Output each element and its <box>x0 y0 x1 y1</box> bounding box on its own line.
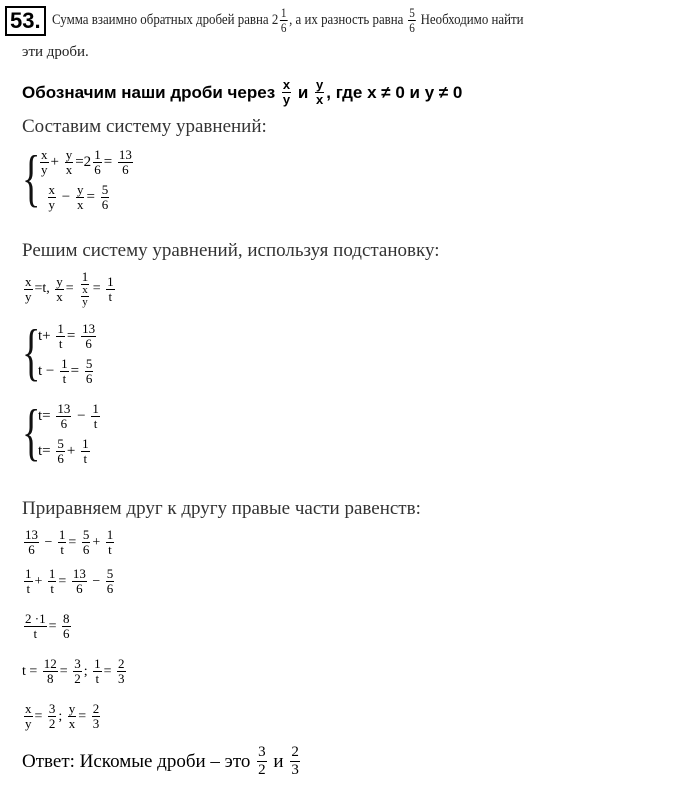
denominator <box>281 21 287 35</box>
brace-icon: { <box>22 396 41 467</box>
numerator <box>93 148 102 163</box>
numerator <box>40 148 49 163</box>
system <box>22 316 98 387</box>
denominator <box>96 672 100 686</box>
fraction-part: 1 <box>61 356 68 371</box>
denominator <box>94 163 101 177</box>
text: = <box>70 363 83 379</box>
numerator <box>257 744 267 762</box>
fraction-part: 13 <box>118 147 132 162</box>
equation <box>22 270 117 308</box>
fraction-part: x <box>25 701 32 716</box>
system-rows <box>38 322 98 386</box>
denominator <box>41 163 48 177</box>
fraction <box>106 528 115 557</box>
fraction <box>24 275 33 304</box>
numerator <box>101 183 110 198</box>
numerator <box>118 148 133 163</box>
numerator <box>24 528 39 543</box>
fraction <box>79 270 91 308</box>
fraction-part: 1 <box>106 527 114 542</box>
fraction-part: x <box>25 273 32 289</box>
fraction-part: 6 <box>82 542 90 557</box>
denominator <box>122 163 129 177</box>
fraction <box>56 402 71 431</box>
problem-number: 53. <box>5 6 46 36</box>
numerator <box>315 78 324 93</box>
text: − <box>41 534 56 550</box>
fraction-part: 1 <box>94 656 101 671</box>
numerator <box>48 567 57 582</box>
denominator <box>94 417 98 431</box>
text: Обозначим наши дроби через <box>22 82 280 102</box>
fraction-part: 13 <box>72 566 86 581</box>
denominator <box>283 93 290 107</box>
text: Решим систему уравнений, используя подстановку: <box>22 240 440 261</box>
denominator <box>25 290 32 304</box>
numerator <box>106 528 115 543</box>
fraction-part: 13 <box>57 401 71 416</box>
system <box>22 142 135 213</box>
text: =t, <box>34 281 54 296</box>
text: =2 <box>75 154 92 170</box>
fraction <box>76 183 85 212</box>
denominator <box>28 543 35 557</box>
fraction-part: y <box>316 77 324 92</box>
fraction-part: 8 <box>63 611 70 626</box>
denominator <box>74 672 81 686</box>
text: + <box>50 154 63 170</box>
fraction-part: 13 <box>25 527 38 542</box>
fraction-part: 6 <box>60 416 68 431</box>
fraction-part: 6 <box>106 581 114 596</box>
fraction <box>62 612 71 641</box>
equation <box>22 528 116 557</box>
denominator <box>66 163 73 177</box>
fraction <box>106 275 115 304</box>
numerator <box>106 567 115 582</box>
numerator <box>106 275 115 290</box>
fraction-part: y <box>56 273 63 289</box>
numerator <box>76 183 85 198</box>
fraction <box>408 6 415 35</box>
denominator <box>56 290 63 304</box>
text-line <box>22 116 267 138</box>
numerator <box>92 702 101 717</box>
fraction <box>117 657 126 686</box>
system-row <box>38 322 98 351</box>
fraction-part: 5 <box>82 527 90 542</box>
system-row <box>38 148 135 177</box>
denominator <box>109 290 113 304</box>
fraction-part: 3 <box>48 701 56 716</box>
fraction-part: y <box>82 296 88 308</box>
fraction-part: x <box>68 716 76 731</box>
fraction-part: y <box>68 701 76 716</box>
fraction-part: 6 <box>57 451 64 466</box>
equation <box>22 702 102 731</box>
fraction-part: 8 <box>47 671 54 686</box>
fraction-part: 6 <box>28 542 35 557</box>
text: , а их разность равна <box>288 12 407 29</box>
fraction-part: 1 <box>92 401 99 416</box>
fraction-part: t <box>33 626 38 641</box>
numerator <box>55 275 64 290</box>
fraction <box>85 357 94 386</box>
text: t = <box>22 663 41 679</box>
numerator <box>24 275 33 290</box>
fraction-part: y <box>48 197 55 212</box>
fraction-part: y <box>25 716 32 731</box>
fraction-part: x <box>76 197 84 212</box>
fraction-part: 5 <box>408 5 415 21</box>
fraction-part: 1 <box>48 566 56 581</box>
equation-system <box>22 396 102 467</box>
fraction-part: y <box>41 162 48 177</box>
numerator <box>56 322 65 337</box>
fraction-part: t <box>108 288 113 304</box>
fraction <box>24 612 47 641</box>
numerator <box>24 702 33 717</box>
text: = <box>65 281 78 296</box>
text: t= <box>38 408 55 424</box>
denominator <box>33 627 37 641</box>
denominator <box>79 285 91 308</box>
text-line <box>22 744 302 779</box>
fraction-part: t <box>83 451 88 466</box>
system-row <box>38 402 102 431</box>
fraction-part: x <box>282 77 291 92</box>
fraction <box>93 657 102 686</box>
fraction-part: 6 <box>85 371 93 386</box>
numerator <box>56 402 71 417</box>
denominator <box>102 198 109 212</box>
text-line <box>22 498 421 520</box>
fraction-part: x <box>56 288 63 304</box>
fraction-part: 6 <box>122 162 129 177</box>
fraction <box>106 567 115 596</box>
system-rows <box>38 402 102 466</box>
fraction <box>280 6 287 35</box>
text: + <box>66 443 80 459</box>
fraction <box>82 528 91 557</box>
text: Составим систему уравнений: <box>22 116 267 137</box>
denominator <box>291 762 299 779</box>
fraction <box>282 78 291 107</box>
numerator <box>408 6 415 21</box>
denominator <box>84 452 88 466</box>
numerator <box>48 702 57 717</box>
denominator <box>63 627 70 641</box>
fraction <box>92 702 101 731</box>
numerator <box>72 567 87 582</box>
fraction <box>55 275 64 304</box>
problem-header <box>5 6 600 36</box>
fraction <box>58 528 67 557</box>
denominator <box>108 543 112 557</box>
text: − <box>58 189 74 205</box>
fraction <box>65 148 74 177</box>
text: = <box>48 618 60 634</box>
equation-system <box>22 142 135 213</box>
fraction-part: x <box>316 92 324 107</box>
numerator <box>280 6 287 21</box>
fraction-part: 2 <box>74 671 81 686</box>
fraction-part: x <box>48 182 55 197</box>
fraction-part: 3 <box>291 762 299 778</box>
numerator <box>60 357 69 372</box>
text: t − <box>38 363 59 379</box>
fraction-part: y <box>76 182 84 197</box>
fraction-part: 1 <box>94 147 101 162</box>
fraction <box>91 402 100 431</box>
fraction-part: t <box>62 371 67 386</box>
fraction <box>315 78 324 107</box>
numerator <box>85 357 94 372</box>
fraction-part: t <box>60 542 64 557</box>
text: Сумма взаимно обратных дробей равна 2 <box>51 12 278 29</box>
denominator <box>77 198 84 212</box>
fraction-part: 2 <box>48 716 56 731</box>
numerator <box>81 270 90 285</box>
numerator <box>290 744 300 762</box>
system-row <box>38 183 135 212</box>
numerator <box>58 528 67 543</box>
fraction <box>43 657 58 686</box>
denominator <box>50 582 54 596</box>
numerator <box>282 78 291 93</box>
fraction-part: 1 <box>57 321 64 336</box>
fraction-part: 2 <box>92 701 100 716</box>
fraction-part: 3 <box>258 744 266 760</box>
fraction <box>118 148 133 177</box>
text: = <box>34 708 46 724</box>
numerator <box>91 402 100 417</box>
text: t+ <box>38 328 55 344</box>
numerator <box>117 657 126 672</box>
fraction-part: y <box>25 288 32 304</box>
text: ; <box>83 663 92 679</box>
denominator <box>316 93 323 107</box>
fraction <box>56 437 65 466</box>
fraction <box>81 437 90 466</box>
problem-statement-line2: эти дроби. <box>22 44 89 60</box>
text: − <box>73 408 90 424</box>
fraction-part: t <box>58 336 63 351</box>
system-rows <box>38 148 135 212</box>
fraction <box>257 744 267 779</box>
denominator <box>61 417 68 431</box>
problem-statement <box>52 6 524 35</box>
denominator <box>86 372 93 386</box>
system-row <box>38 357 98 386</box>
fraction-part: 12 <box>43 656 57 671</box>
numerator <box>81 437 90 452</box>
text: = <box>92 281 105 296</box>
fraction-part: t <box>93 416 98 431</box>
denominator <box>25 717 32 731</box>
text: = <box>59 663 72 679</box>
fraction <box>48 183 57 212</box>
fraction-part: 6 <box>85 336 92 351</box>
equation <box>22 657 128 686</box>
fraction-part: 1 <box>81 269 89 284</box>
fraction-part: 1 <box>58 527 66 542</box>
denominator <box>59 337 63 351</box>
fraction-part: 5 <box>57 436 64 451</box>
text: ; <box>58 708 66 724</box>
text: = <box>78 708 90 724</box>
numerator <box>65 148 74 163</box>
brace-icon: { <box>22 316 41 387</box>
fraction-part: 6 <box>280 20 287 36</box>
denominator <box>83 543 90 557</box>
fraction-part: 1 <box>107 273 114 289</box>
fraction-part: y <box>282 92 291 107</box>
fraction-part: 6 <box>76 581 83 596</box>
fraction <box>101 183 110 212</box>
text: + <box>34 573 46 589</box>
fraction-part: 6 <box>94 162 101 177</box>
denominator <box>85 337 92 351</box>
text: = <box>103 663 115 679</box>
equation <box>22 567 116 596</box>
fraction-part: t <box>108 542 112 557</box>
numerator <box>82 528 91 543</box>
fraction <box>81 285 89 308</box>
denominator <box>57 452 64 466</box>
fraction-part: 2 ·1 <box>25 611 46 626</box>
fraction <box>24 567 33 596</box>
fraction-part: 2 <box>118 656 125 671</box>
equation-system <box>22 316 98 387</box>
fraction-part: 6 <box>101 197 109 212</box>
fraction-part: t <box>26 581 31 596</box>
fraction-part: 13 <box>82 321 96 336</box>
denominator <box>118 672 125 686</box>
fraction-part: 6 <box>408 20 415 36</box>
fraction-part: 1 <box>280 5 287 21</box>
numerator <box>68 702 77 717</box>
numerator <box>24 612 47 627</box>
fraction-part: 2 <box>258 762 266 778</box>
fraction-part: x <box>82 284 88 296</box>
numerator <box>48 183 57 198</box>
fraction-part: t <box>95 671 100 686</box>
text: = <box>68 534 80 550</box>
system <box>22 396 102 467</box>
text: , где x ≠ 0 и y ≠ 0 <box>326 82 463 102</box>
text: = <box>86 189 99 205</box>
fraction <box>24 702 33 731</box>
fraction <box>60 357 69 386</box>
fraction-part: 3 <box>118 671 125 686</box>
fraction <box>48 702 57 731</box>
denominator <box>76 582 83 596</box>
denominator <box>409 21 415 35</box>
fraction <box>72 567 87 596</box>
text: Необходимо найти <box>416 12 524 29</box>
fraction-part: t <box>50 581 54 596</box>
fraction-part: 2 <box>291 744 299 760</box>
fraction-part: x <box>65 162 73 177</box>
fraction <box>73 657 82 686</box>
fraction <box>40 148 49 177</box>
text: = <box>58 573 70 589</box>
text: = <box>66 328 80 344</box>
text: Приравняем друг к другу правые части равенств: <box>22 498 421 519</box>
denominator <box>63 372 67 386</box>
fraction-part: 5 <box>106 566 114 581</box>
fraction <box>290 744 300 779</box>
denominator <box>107 582 114 596</box>
numerator <box>24 567 33 582</box>
denominator <box>82 297 88 308</box>
fraction-part: y <box>65 147 73 162</box>
text: + <box>92 534 104 550</box>
numerator <box>43 657 58 672</box>
numerator <box>73 657 82 672</box>
denominator <box>47 672 54 686</box>
fraction <box>48 567 57 596</box>
denominator <box>26 582 30 596</box>
fraction <box>81 322 96 351</box>
fraction-part: x <box>41 147 48 162</box>
fraction <box>24 528 39 557</box>
numerator <box>81 322 96 337</box>
fraction <box>56 322 65 351</box>
equation <box>22 612 73 641</box>
system-row <box>38 437 102 466</box>
fraction <box>68 702 77 731</box>
text: Ответ: Искомые дроби – это <box>22 750 256 772</box>
numerator <box>93 657 102 672</box>
text: − <box>88 573 104 589</box>
denominator <box>258 762 266 779</box>
brace-icon: { <box>22 142 41 213</box>
fraction-part: 5 <box>85 356 93 371</box>
text: и <box>268 750 289 772</box>
denominator <box>49 198 56 212</box>
text: и <box>293 82 314 102</box>
text: t= <box>38 443 55 459</box>
fraction-part: 1 <box>25 566 32 581</box>
fraction-part: 6 <box>63 626 70 641</box>
text-line <box>22 240 439 262</box>
denominator <box>49 717 56 731</box>
fraction-part: 3 <box>92 716 100 731</box>
denominator <box>69 717 76 731</box>
fraction <box>93 148 102 177</box>
fraction-part: 5 <box>101 182 109 197</box>
fraction-part: 1 <box>82 436 89 451</box>
numerator <box>62 612 71 627</box>
text: = <box>103 154 116 170</box>
fraction-part: 3 <box>74 656 81 671</box>
numerator <box>56 437 65 452</box>
denominator <box>93 717 100 731</box>
text-line <box>22 78 462 107</box>
denominator <box>60 543 64 557</box>
